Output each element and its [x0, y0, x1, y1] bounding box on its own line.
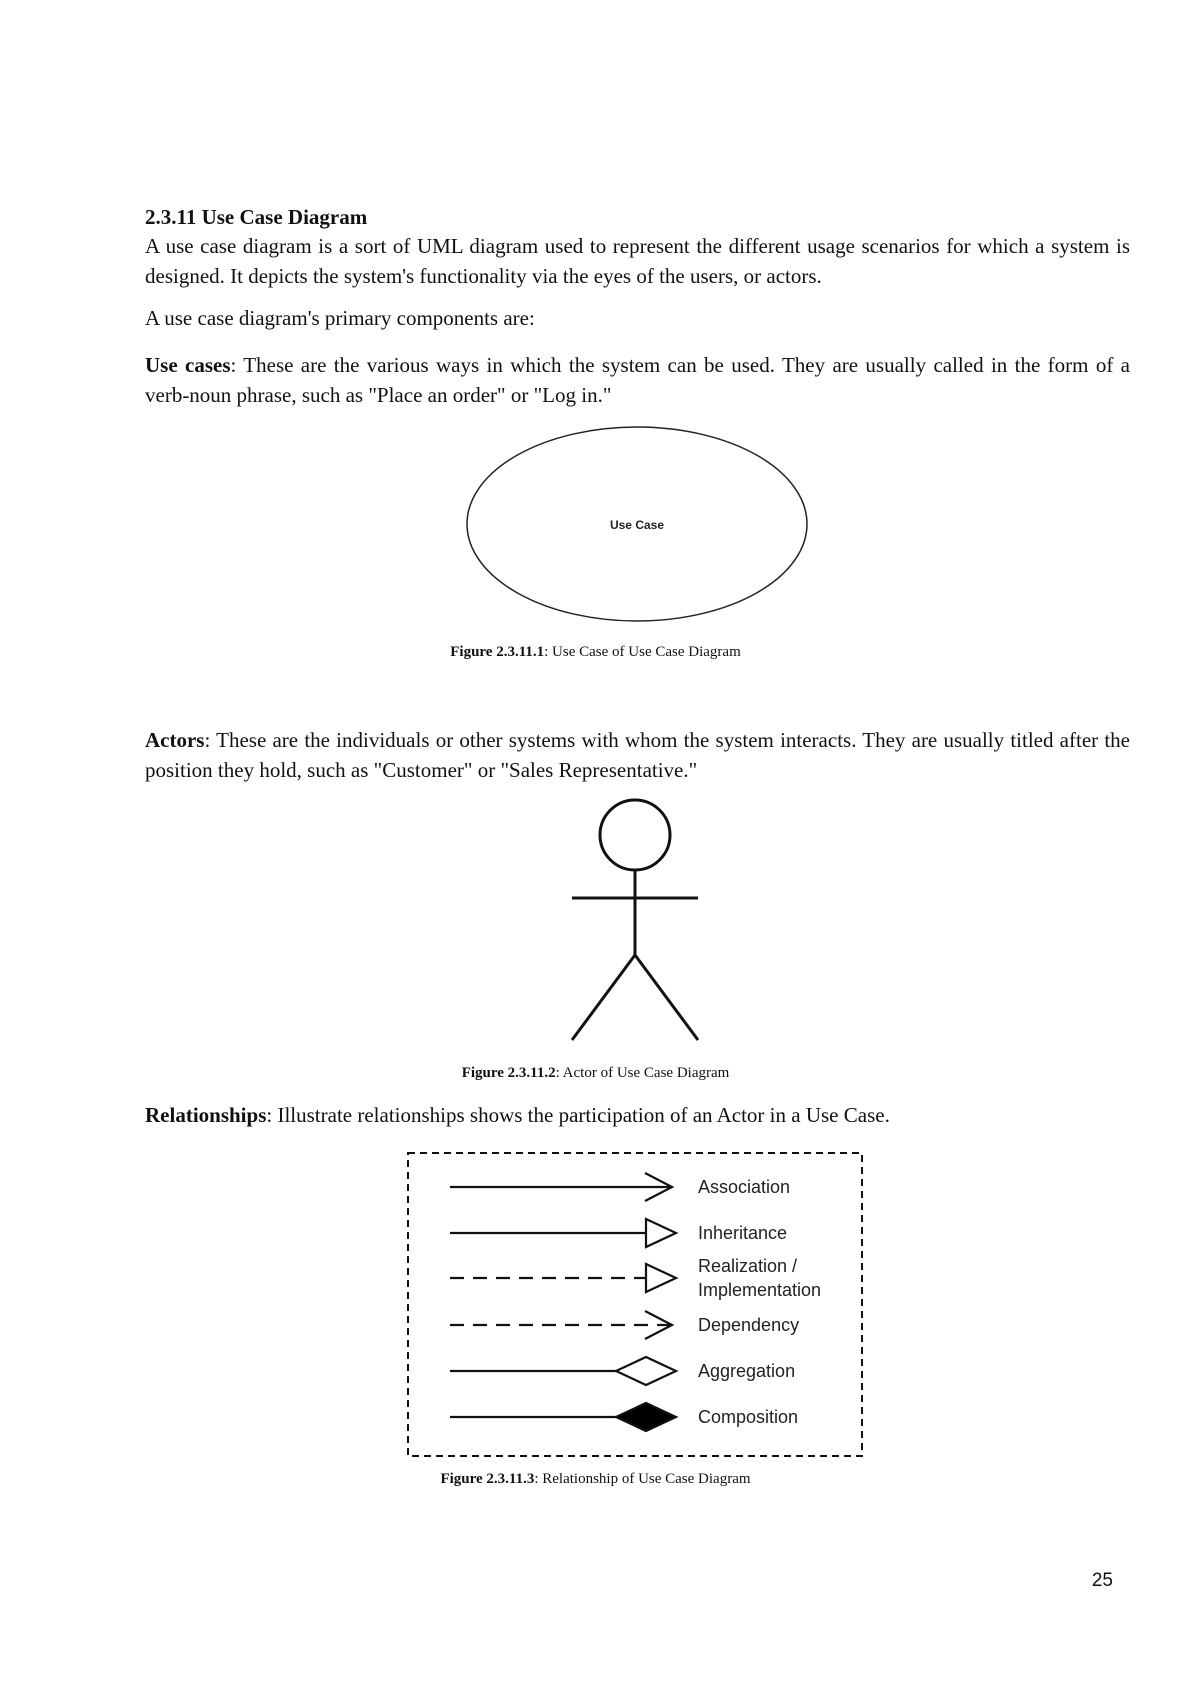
section-heading: 2.3.11 Use Case Diagram	[145, 205, 368, 229]
section-block	[145, 203, 1130, 291]
composition-arrow-icon	[450, 1403, 676, 1431]
realization-label-line1: Realization /	[698, 1256, 798, 1276]
aggregation-label: Aggregation	[698, 1361, 796, 1381]
relationships-text: : Illustrate relationships shows the participation of an Actor in a Use Case.	[266, 1103, 890, 1127]
figure-2-caption	[0, 1063, 1191, 1083]
association-label: Association	[698, 1177, 791, 1197]
page-number: 25	[1091, 1570, 1113, 1591]
figure-3-caption-number: Figure 2.3.11.3	[440, 1471, 535, 1487]
dependency-label: Dependency	[698, 1315, 800, 1335]
relationships-paragraph	[145, 1100, 1130, 1130]
use-cases-text: : These are the various ways in which the system can be used. They are usually called in the form of a verb-noun phrase, such as "Place an order" or "Log in."	[145, 353, 1130, 407]
actor-stick-figure-icon	[572, 800, 698, 1040]
figure-3-caption	[0, 1469, 1191, 1489]
figure-1-caption	[0, 642, 1191, 662]
dependency-arrow-icon	[450, 1311, 672, 1339]
use-case-label: Use Case	[609, 518, 665, 532]
use-cases-paragraph	[145, 350, 1130, 410]
figure-2-caption-number: Figure 2.3.11.2	[461, 1065, 556, 1081]
actors-paragraph	[145, 725, 1130, 785]
components-intro: A use case diagram's primary components are:	[145, 306, 535, 330]
intro-paragraph: A use case diagram is a sort of UML diagram used to represent the different usage scenarios for which a system is designed. It depicts the system's functionality via the eyes of the users, or actors.	[145, 234, 1130, 288]
figure-2-caption-text: : Actor of Use Case Diagram	[555, 1065, 730, 1081]
actors-text: : These are the individuals or other systems with whom the system interacts. They are usually titled after the position they hold, such as "Customer" or "Sales Representative."	[145, 728, 1130, 782]
realization-arrow-icon	[450, 1264, 676, 1292]
figure-1-caption-number: Figure 2.3.11.1	[450, 644, 545, 660]
figure-1-caption-text: : Use Case of Use Case Diagram	[544, 644, 741, 660]
aggregation-arrow-icon	[450, 1357, 676, 1385]
actor-figure	[560, 795, 710, 1050]
actors-term: Actors	[145, 728, 205, 752]
use-case-figure	[460, 420, 820, 630]
association-arrow-icon	[450, 1173, 672, 1201]
composition-label: Composition	[698, 1407, 799, 1427]
inheritance-label: Inheritance	[698, 1223, 788, 1243]
use-cases-term: Use cases	[145, 353, 231, 377]
inheritance-arrow-icon	[450, 1219, 676, 1247]
realization-label-line2: Implementation	[698, 1280, 822, 1300]
relationships-term: Relationships	[145, 1103, 267, 1127]
relationship-legend-figure	[400, 1145, 870, 1465]
figure-3-caption-text: : Relationship of Use Case Diagram	[534, 1471, 751, 1487]
